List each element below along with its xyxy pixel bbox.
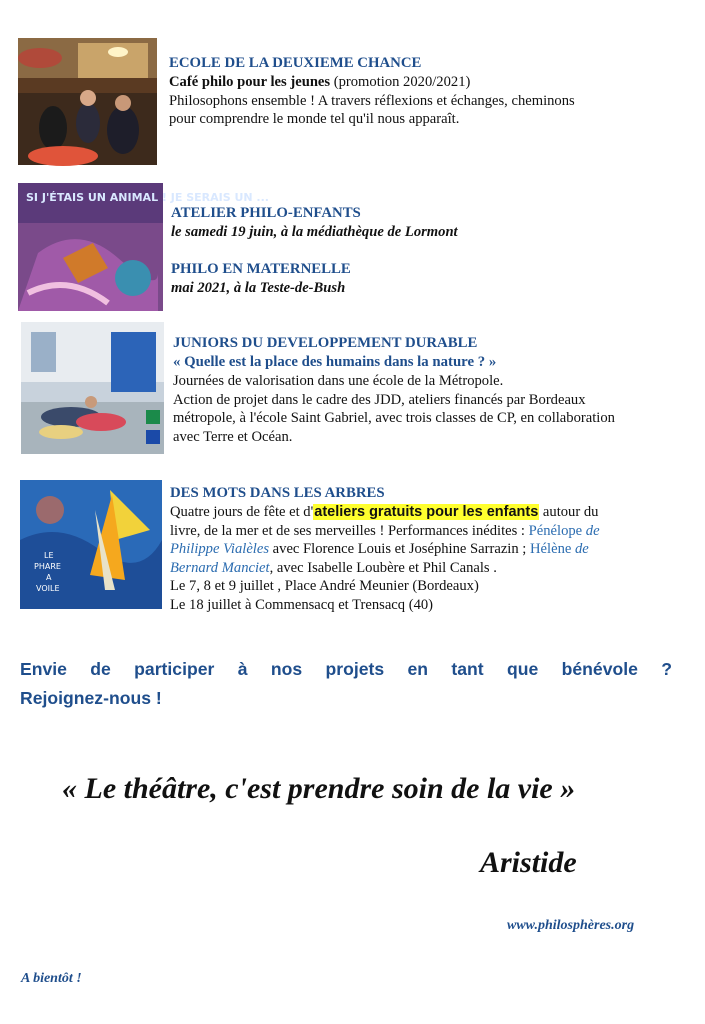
section-juniors xyxy=(173,334,693,446)
section-line-2: livre, de la mer et de ses merveilles ! Performances inédites : Pénélope de xyxy=(170,522,600,539)
section-line-3: métropole, à l'école Saint Gabriel, avec trois classes de CP, en collaboration xyxy=(173,410,615,426)
section-title: JUNIORS DU DEVELOPPEMENT DURABLE xyxy=(173,335,478,351)
link-bernard[interactable]: Bernard Manciet xyxy=(170,559,270,576)
link-helene[interactable]: Hélène xyxy=(530,541,572,557)
art-caption: SI J'ÉTAIS UN ANIMAL ! JE SERAIS UN ... xyxy=(26,191,269,204)
section-atelier xyxy=(171,204,691,242)
section-maternelle xyxy=(171,260,691,298)
section-line-4: Bernard Manciet, avec Isabelle Loubère et Phil Canals . xyxy=(170,559,497,576)
link-philippe[interactable]: Philippe Vialèles xyxy=(170,541,270,557)
section-line-6: Le 18 juillet à Commensacq et Trensacq (40) xyxy=(170,596,434,613)
section-subtitle: Café philo pour les jeunes (promotion 2020/2021) xyxy=(169,74,471,90)
section-question: « Quelle est la place des humains dans la nature ? » xyxy=(173,354,497,370)
section-date: mai 2021, à la Teste-de-Bush xyxy=(171,280,346,296)
section-desc-2: pour comprendre le monde tel qu'il nous apparaît. xyxy=(169,111,460,127)
farewell-text: A bientôt ! xyxy=(21,971,82,986)
poster-text: PHARE xyxy=(34,562,61,571)
section-line-1: Quatre jours de fête et d'ateliers gratuits pour les enfants autour du xyxy=(170,504,599,520)
section-title: DES MOTS DANS LES ARBRES xyxy=(170,485,385,501)
poster-text: VOILE xyxy=(36,584,60,593)
section-line-2: Action de projet dans le cadre des JDD, ateliers financés par Bordeaux xyxy=(173,391,586,408)
classroom-photo xyxy=(21,322,164,454)
poster-text: A xyxy=(46,573,52,582)
section-title: ATELIER PHILO-ENFANTS xyxy=(171,205,361,221)
section-mots xyxy=(170,484,690,614)
website-link[interactable]: www.philosphères.org xyxy=(507,918,635,933)
quote-author: Aristide xyxy=(480,846,577,879)
section-desc-1: Philosophons ensemble ! A travers réflexions et échanges, cheminons xyxy=(169,92,575,109)
cafe-photo xyxy=(18,38,157,165)
section-line-1: Journées de valorisation dans une école de la Métropole. xyxy=(173,373,504,389)
cta-line-2: Rejoignez-nous ! xyxy=(20,688,162,708)
phare-poster xyxy=(20,480,162,609)
section-line-4: avec Terre et Océan. xyxy=(173,428,293,445)
cta-line-1: Envie de participer à nos projets en tant que bénévole ? xyxy=(20,659,672,679)
section-date: le samedi 19 juin, à la médiathèque de Lormont xyxy=(171,224,458,240)
section-line-3: Philippe Vialèles avec Florence Louis et Joséphine Sarrazin ; Hélène de xyxy=(170,541,589,557)
section-title: PHILO EN MATERNELLE xyxy=(171,261,351,277)
poster-text: LE xyxy=(44,551,54,560)
section-title: ECOLE DE LA DEUXIEME CHANCE xyxy=(169,55,422,71)
highlight-text: ateliers gratuits pour les enfants xyxy=(314,504,539,520)
section-ecole xyxy=(169,54,689,129)
quote-text: « Le théâtre, c'est prendre soin de la vie » xyxy=(62,772,576,805)
section-line-5: Le 7, 8 et 9 juillet , Place André Meunier (Bordeaux) xyxy=(170,578,479,594)
link-penelope[interactable]: Pénélope xyxy=(528,522,583,539)
